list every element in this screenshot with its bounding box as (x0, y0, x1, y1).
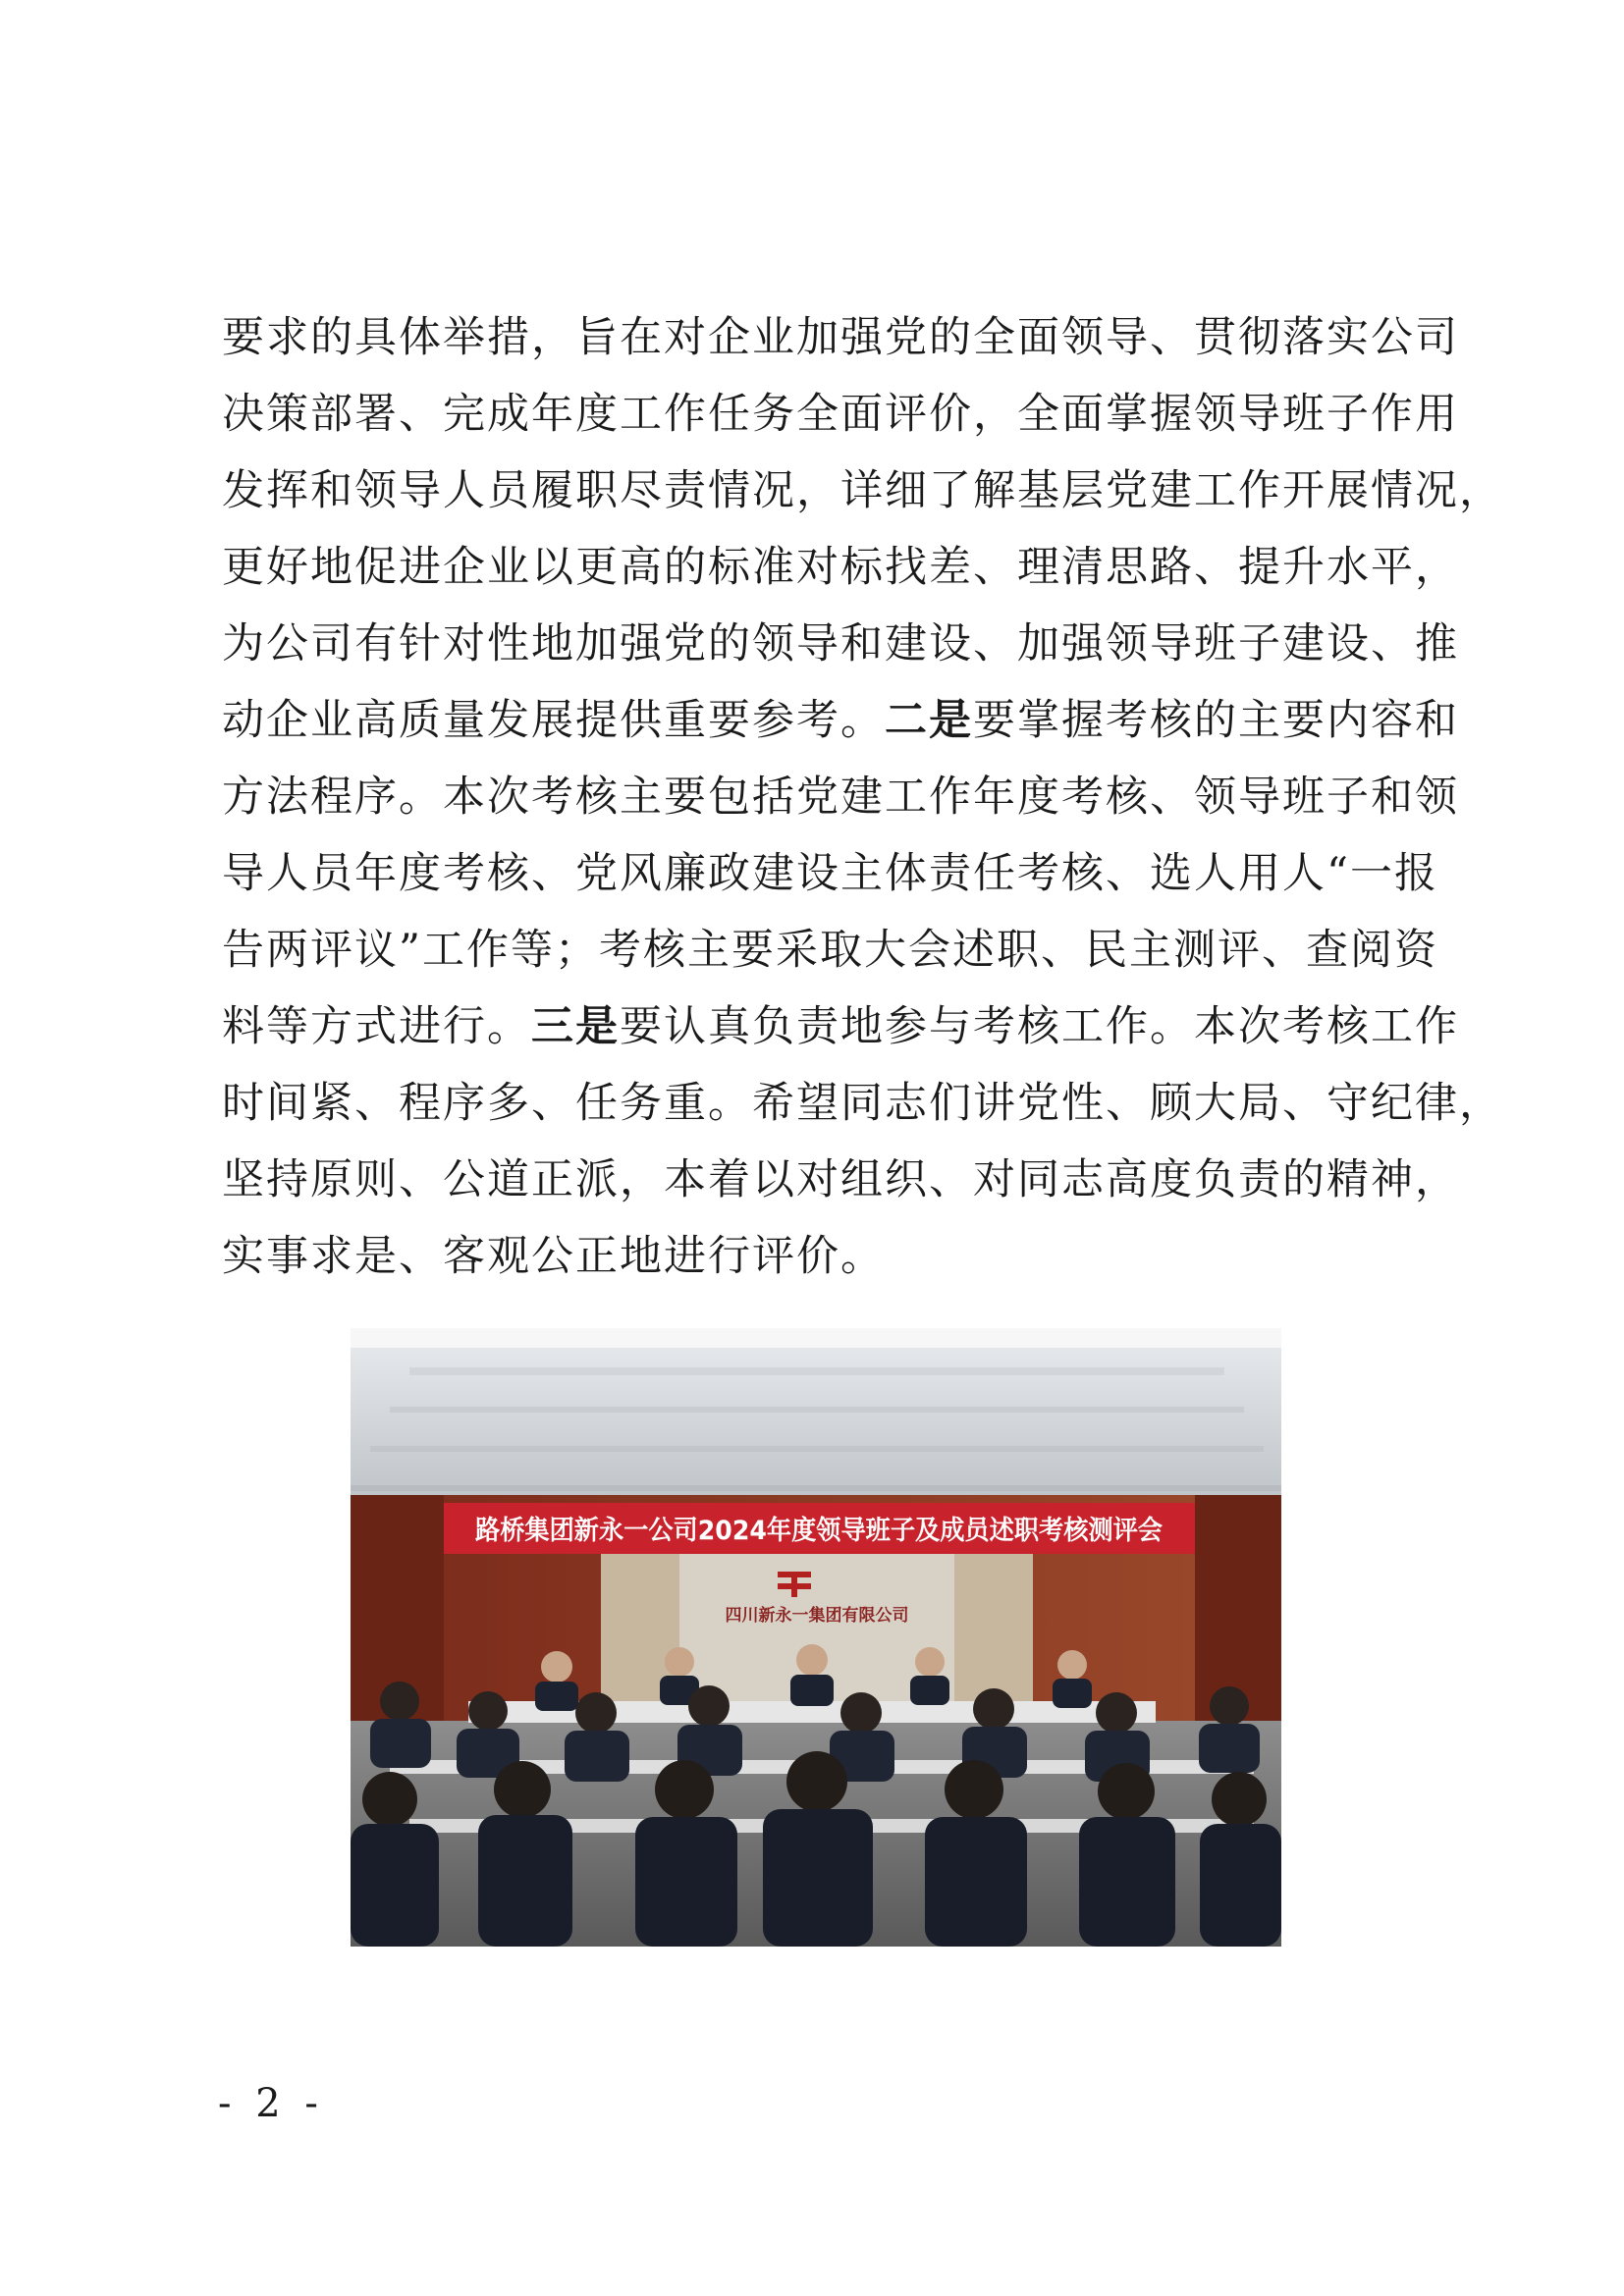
ceiling-edge (351, 1328, 1281, 1348)
banner-text: 路桥集团新永一公司2024年度领导班子及成员述职考核测评会 (475, 1516, 1213, 1546)
text-run: 要掌握考核的主要内容和 (973, 696, 1459, 745)
text-line: 实事求是、客观公正地进行评价。 (222, 1232, 885, 1281)
text-line (222, 988, 1459, 1065)
meeting-photo (351, 1328, 1281, 1947)
ceiling-strip (370, 1446, 1264, 1452)
meeting-photo-illustration (351, 1328, 1281, 1947)
text-line: 方法程序。本次考核主要包括党建工作年度考核、领导班子和领 (222, 773, 1459, 822)
text-line: 为公司有针对性地加强党的领导和建设、加强领导班子建设、推 (222, 619, 1459, 668)
text-run: 料等方式进行。 (222, 1002, 531, 1051)
ceiling (351, 1328, 1281, 1500)
body-paragraph (222, 299, 1503, 1295)
bold-marker-three: 三是 (531, 1002, 620, 1051)
text-run: 动企业高质量发展提供重要参考。 (222, 696, 885, 745)
text-line: 要求的具体举措，旨在对企业加强党的全面领导、贯彻落实公司 (222, 313, 1459, 362)
text-line: 告两评议”工作等；考核主要采取大会述职、民主测评、查阅资 (222, 926, 1438, 975)
wall-sign-text: 四川新永一集团有限公司 (725, 1606, 909, 1626)
page-number: - 2 - (218, 2081, 324, 2126)
text-line: 决策部署、完成年度工作任务全面评价，全面掌握领导班子作用 (222, 390, 1459, 439)
text-line: 发挥和领导人员履职尽责情况，详细了解基层党建工作开展情况， (222, 466, 1503, 515)
text-line: 时间紧、程序多、任务重。希望同志们讲党性、顾大局、守纪律， (222, 1079, 1503, 1128)
bold-marker-two: 二是 (885, 696, 973, 745)
text-run: 要认真负责地参与考核工作。本次考核工作 (620, 1002, 1459, 1051)
ceiling-strip (409, 1367, 1224, 1375)
ceiling-strip (351, 1485, 1281, 1491)
text-line: 导人员年度考核、党风廉政建设主体责任考核、选人用人“一报 (222, 849, 1438, 898)
ceiling-strip (390, 1407, 1244, 1413)
logo-bar (791, 1572, 797, 1597)
text-line: 坚持原则、公道正派，本着以对组织、对同志高度负责的精神， (222, 1155, 1459, 1204)
text-line: 更好地促进企业以更高的标准对标找差、理清思路、提升水平， (222, 543, 1459, 592)
text-line (222, 682, 1459, 759)
